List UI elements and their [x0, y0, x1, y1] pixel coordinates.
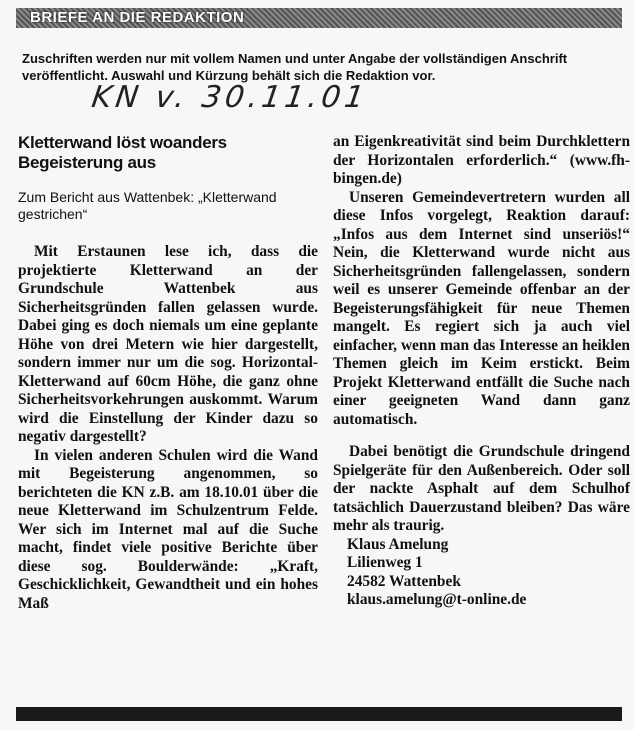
section-title: BRIEFE AN DIE REDAKTION	[30, 9, 245, 26]
article-headline: Kletterwand löst woanders Begeisterung aus	[18, 133, 227, 172]
author-email: klaus.amelung@t-online.de	[347, 591, 527, 608]
article-paragraph: In vielen anderen Schulen wird die Wand mit Begeisterung angenommen, so berichteten die KN z.B. am 18.10.01 über die neue Kletterwand im Schulzentrum Felde. Wer sich im Internet mal auf die Suche macht, findet viele positive Berichte über diese sog. Boulderwände: „Kraft, Geschicklichkeit, Gewandtheit und ein hohes Maß	[18, 446, 318, 612]
article-column-right	[333, 133, 630, 610]
editorial-notice: Zuschriften werden nur mit vollem Namen und unter Angabe der vollständigen Anschrift veröffentlicht. Auswahl und Kürzung behält sich die Redaktion vor.	[22, 51, 568, 83]
article-paragraph: Mit Erstaunen lese ich, dass die projektierte Kletterwand an der Grundschule Wattenbek aus Sicherheitsgründen fallen gelassen wurde. Dabei ging es doch niemals um eine geplante Höhe von drei Metern wie hier dargestellt, sondern immer nur um die sog. Horizontal-Kletterwand auf 60cm Höhe, die ganz ohne Sicherheitsvorkehrungen auskommt. Warum wird die Einstellung der Kinder dazu so negativ dargestellt?	[18, 243, 318, 445]
author-city: 24582 Wattenbek	[347, 572, 461, 590]
author-name: Klaus Amelung	[347, 535, 449, 553]
handwritten-date-note: KN v. 30.11.01	[89, 80, 371, 115]
section-header-bar	[16, 8, 622, 28]
article-paragraph: Unseren Gemeindevertretern wurden all diese Infos vorgelegt, Reaktion darauf: „Infos aus dem Internet sind unseriös!“ Nein, die Kletterwand wurde nicht aus Sicherheitsgründen fallengelassen, sondern weil es unserer Gemeinde offenbar an der Begeisterungsfähigkeit für neue Themen mangelt. Es regiert sich ja auch viel einfacher, wenn man das Interesse an heiklen Themen gleich im Keim erstickt. Beim Projekt Kletterwand entfällt die Suche nach einer geeigneten Wand dann ganz automatisch.	[333, 188, 630, 428]
article-paragraph: an Eigenkreativität sind beim Durchklettern der Horizontalen erforderlich.“ (www.fh-bingen.de)	[333, 133, 630, 187]
article-subheading: Zum Bericht aus Wattenbek: „Kletterwand gestrichen“	[18, 189, 277, 222]
article-column-left	[18, 133, 318, 613]
article-paragraph: Dabei benötigt die Grundschule dringend Spielgeräte für den Außenbereich. Oder soll der nackte Asphalt auf dem Schulhof tatsächlich Dauerzustand bleiben? Das wäre mehr als traurig.	[333, 443, 630, 534]
signature-block	[333, 536, 630, 610]
footer-bar	[16, 707, 622, 721]
author-street: Lilienweg 1	[347, 554, 423, 571]
